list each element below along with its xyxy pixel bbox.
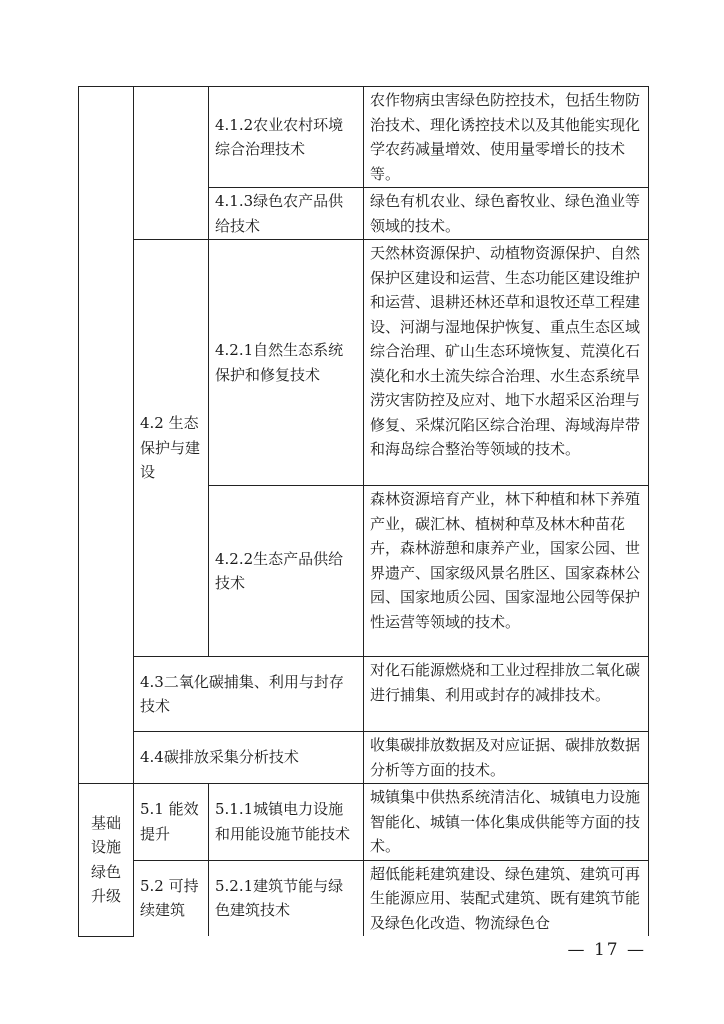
section-5-2-cell: 5.2 可持续建筑 <box>134 860 209 936</box>
section-5-1-cell: 5.1 能效提升 <box>134 784 209 861</box>
section-4-2-cell: 4.2 生态保护与建设 <box>134 240 209 657</box>
category-4-cell <box>79 87 134 784</box>
description-cell: 绿色有机农业、绿色畜牧业、绿色渔业等领域的技术。 <box>364 188 649 240</box>
description-cell: 森林资源培育产业，林下种植和林下养殖产业，碳汇林、植树种草及林木种苗花卉，森林游憩和康养产业，国家公园、世界遗产、国家级风景名胜区、国家森林公园、国家地质公园、国家湿地公园等保护性运营等领域的技术。 <box>364 486 649 657</box>
description-cell: 收集碳排放数据及对应证据、碳排放数据分析等方面的技术。 <box>364 732 649 784</box>
description-cell: 城镇集中供热系统清洁化、城镇电力设施智能化、城镇一体化集成供能等方面的技术。 <box>364 784 649 861</box>
section-4-1-cell <box>134 87 209 240</box>
table-row <box>79 732 649 784</box>
section-4-4-cell: 4.4碳排放采集分析技术 <box>134 732 364 784</box>
description-cell: 对化石能源燃烧和工业过程排放二氧化碳进行捕集、利用或封存的减排技术。 <box>364 657 649 732</box>
page-number: — 17 — <box>567 940 646 960</box>
subsection-cell: 4.1.3绿色农产品供给技术 <box>209 188 364 240</box>
subsection-cell: 5.2.1建筑节能与绿色建筑技术 <box>209 860 364 936</box>
description-cell: 天然林资源保护、动植物资源保护、自然保护区建设和运营、生态功能区建设维护和运营、退耕还林还草和退牧还草工程建设、河湖与湿地保护恢复、重点生态区域综合治理、矿山生态环境恢复、荒漠化石漠化和水土流失综合治理、水生态系统旱涝灾害防控及应对、地下水超采区治理与修复、采煤沉陷区综合治理、海域海岸带和海岛综合整治等领域的技术。 <box>364 240 649 486</box>
description-cell: 超低能耗建筑建设、绿色建筑、建筑可再生能源应用、装配式建筑、既有建筑节能及绿色化改造、物流绿色仓 <box>364 860 649 936</box>
table-row <box>79 657 649 732</box>
subsection-cell: 4.2.1自然生态系统保护和修复技术 <box>209 240 364 486</box>
subsection-cell: 4.1.2农业农村环境综合治理技术 <box>209 87 364 188</box>
table-row <box>79 87 649 188</box>
table-row <box>79 860 649 936</box>
subsection-cell: 4.2.2生态产品供给技术 <box>209 486 364 657</box>
description-cell: 农作物病虫害绿色防控技术，包括生物防治技术、理化诱控技术以及其他能实现化学农药减量增效、使用量零增长的技术等。 <box>364 87 649 188</box>
table-row <box>79 784 649 861</box>
category-5-cell: 基础设施绿色升级 <box>79 784 134 937</box>
section-4-3-cell: 4.3二氧化碳捕集、利用与封存技术 <box>134 657 364 732</box>
subsection-cell: 5.1.1城镇电力设施和用能设施节能技术 <box>209 784 364 861</box>
table-row <box>79 240 649 486</box>
green-tech-catalog-table <box>78 86 649 937</box>
